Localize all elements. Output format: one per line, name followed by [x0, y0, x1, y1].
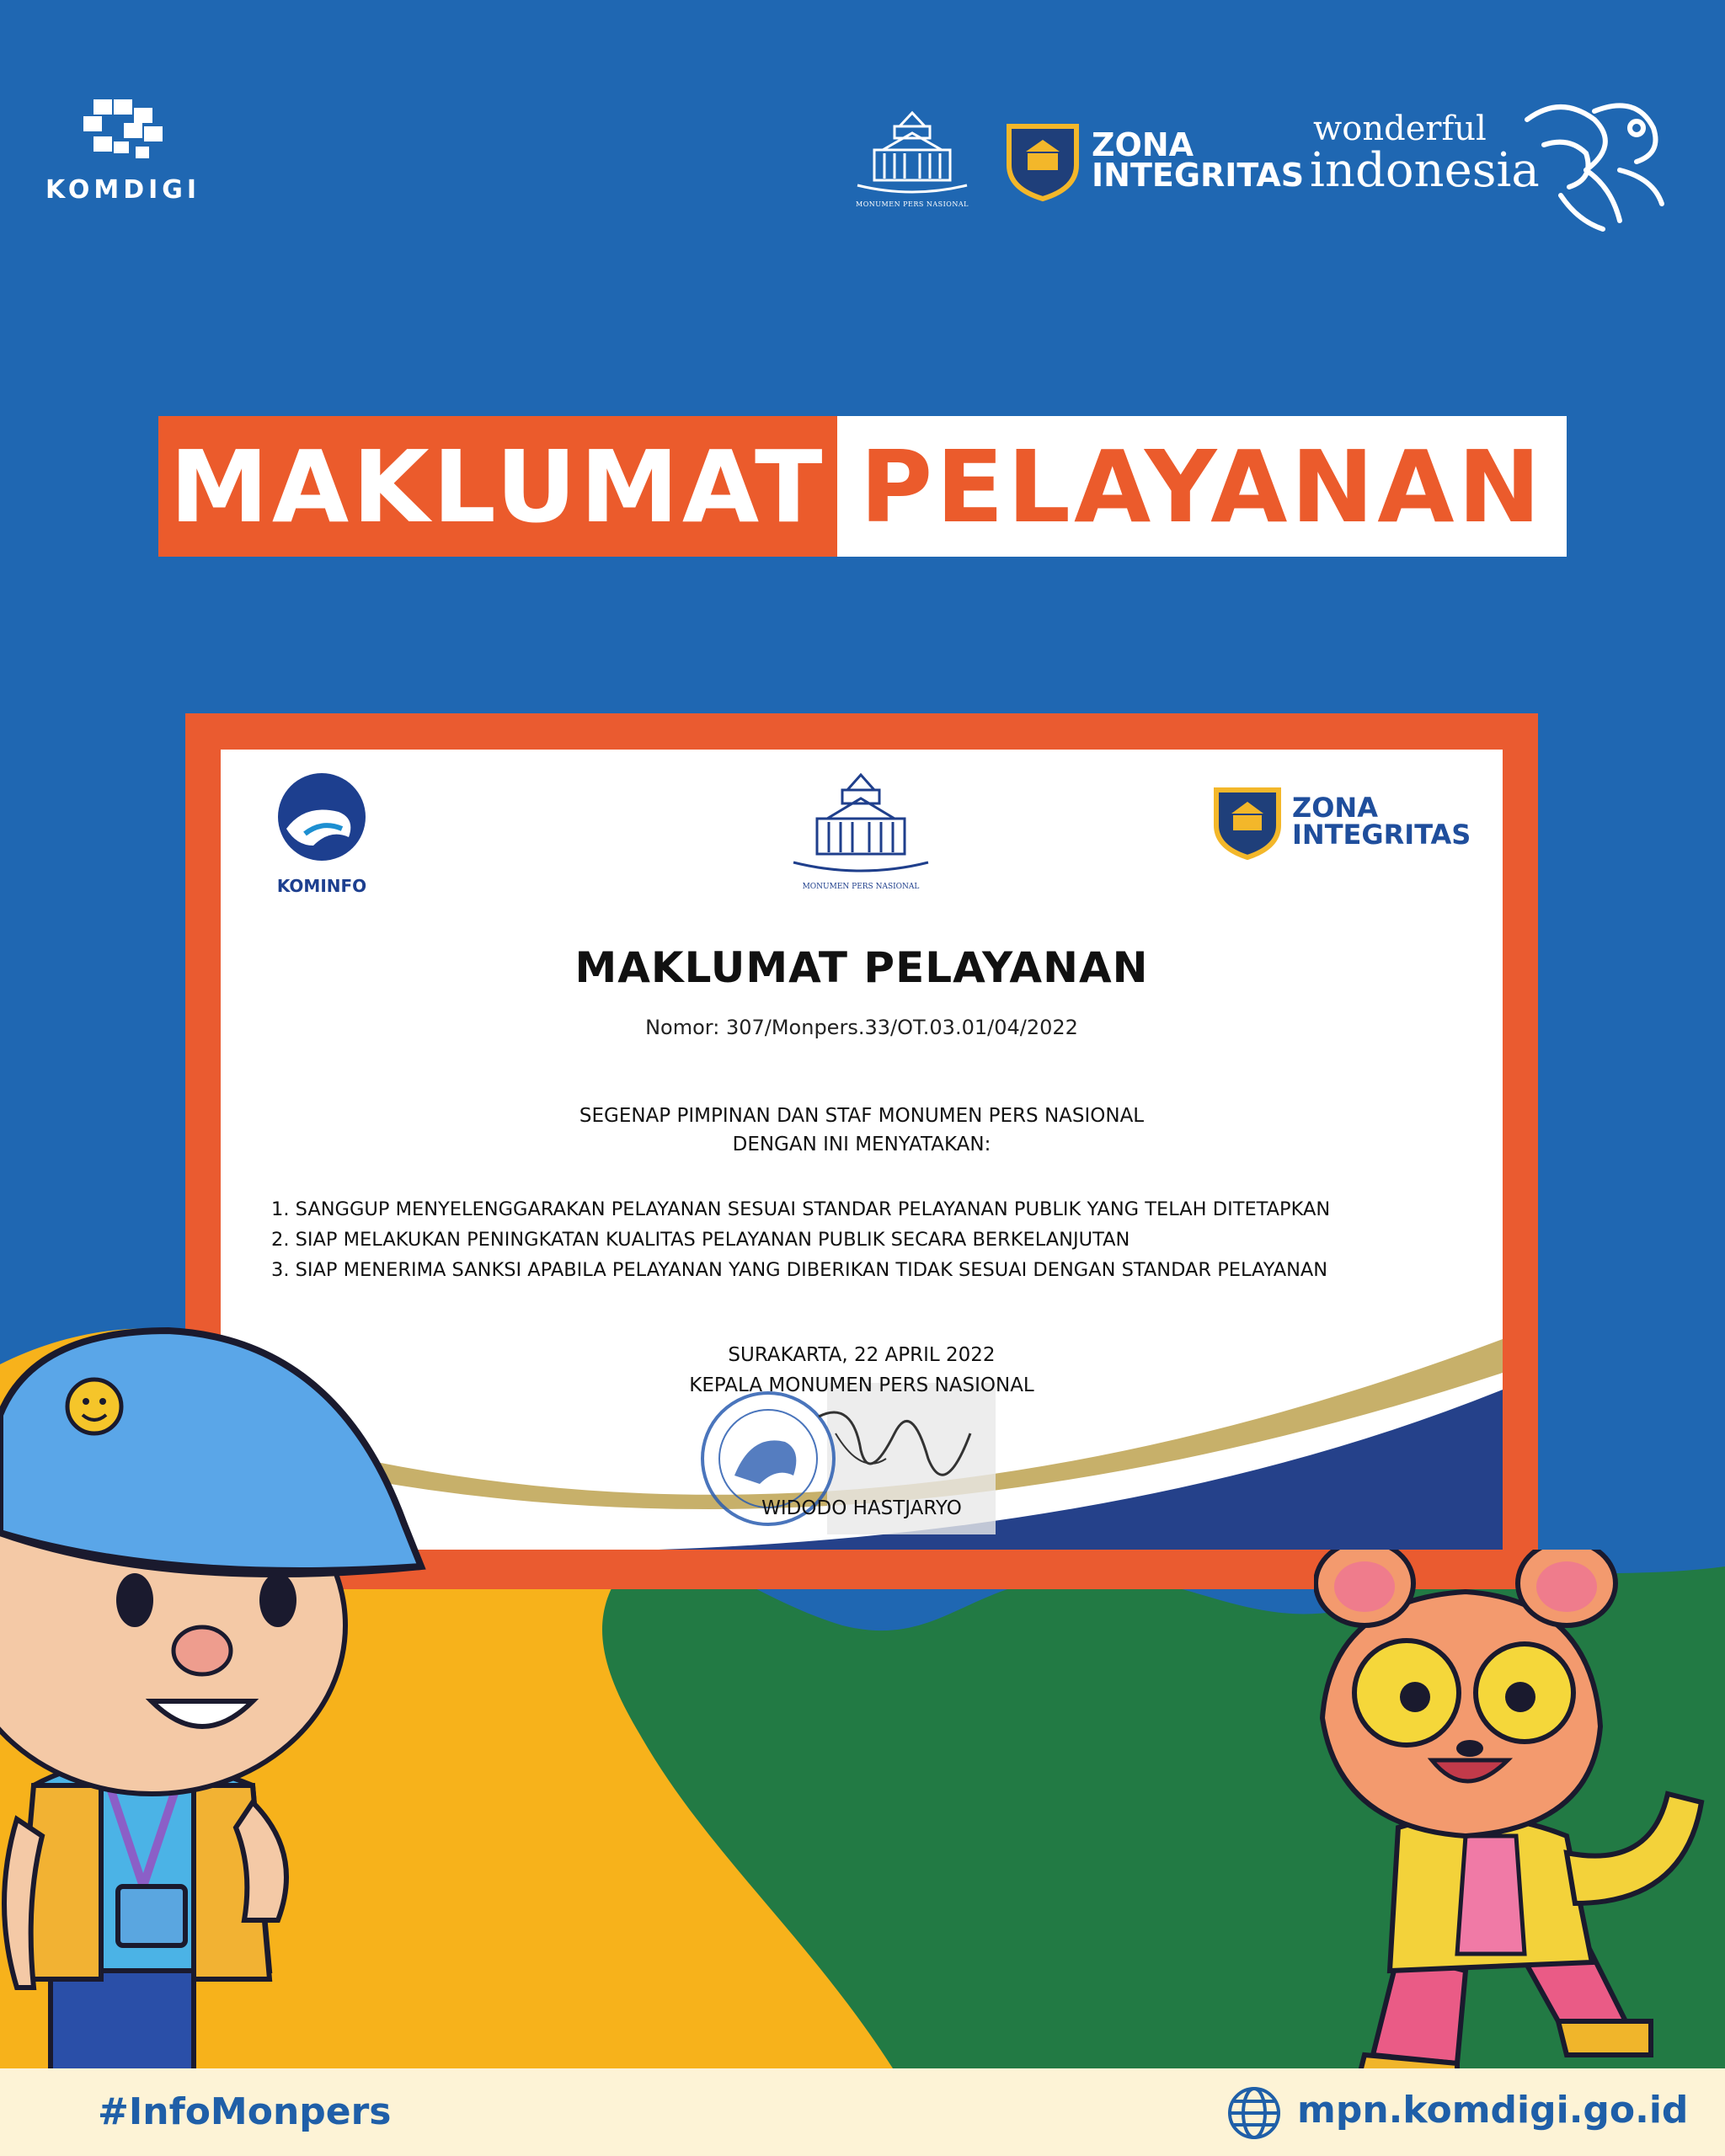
monumen-pers-caption: MONUMEN PERS NASIONAL	[856, 200, 969, 208]
wonderful-indonesia-logo	[1310, 94, 1680, 237]
statement-item: 1. SANGGUP MENYELENGGARAKAN PELAYANAN SESUAI STANDAR PELAYANAN PUBLIK YANG TELAH DITETAPKAN	[271, 1198, 1331, 1220]
kominfo-caption: KOMINFO	[276, 876, 367, 896]
monumen-pers-logo	[841, 108, 984, 213]
zona-integritas-cert-logo	[1211, 783, 1481, 867]
shield-icon	[1002, 118, 1083, 202]
statement-item: 3. SIAP MENERIMA SANKSI APABILA PELAYANAN YANG DIBERIKAN TIDAK SESUAI DENGAN STANDAR PELAYANAN	[271, 1259, 1328, 1281]
signer-name: WIDODO HASTJARYO	[761, 1497, 962, 1519]
website-link[interactable]: mpn.komdigi.go.id	[1297, 2089, 1689, 2132]
komdigi-logo	[39, 99, 207, 217]
komdigi-mark-icon	[77, 99, 169, 163]
komdigi-logo-text: KOMDIGI	[45, 175, 201, 205]
title-left-text: MAKLUMAT	[169, 428, 826, 545]
monumen-pers-cert-caption: MONUMEN PERS NASIONAL	[802, 883, 920, 891]
boy-mascot-illustration	[0, 1314, 438, 2072]
title-right-panel	[837, 416, 1567, 557]
shield-icon	[1211, 783, 1284, 861]
zona-integritas-logo	[1002, 118, 1305, 202]
title-left-panel	[158, 416, 837, 557]
certificate-number: Nomor: 307/Monpers.33/OT.03.01/04/2022	[645, 1016, 1078, 1039]
mouse-mascot-illustration	[1314, 1550, 1725, 2089]
monument-icon	[777, 768, 945, 881]
statement-list	[271, 1194, 1467, 1285]
zona-cert-line1: ZONA	[1292, 792, 1378, 824]
indonesia-text: indonesia	[1310, 143, 1540, 198]
signer-position: KEPALA MONUMEN PERS NASIONAL	[689, 1374, 1034, 1396]
title-right-text: PELAYANAN	[859, 428, 1545, 545]
kominfo-globe-icon	[271, 770, 372, 871]
zona-cert-line2: INTEGRITAS	[1292, 819, 1471, 851]
garuda-ornament-icon	[1493, 94, 1679, 237]
monument-icon	[841, 108, 984, 199]
hashtag-text: #InfoMonpers	[98, 2090, 392, 2133]
title-banner	[158, 416, 1567, 557]
footer-bar	[0, 2068, 1725, 2156]
certificate-title: MAKLUMAT PELAYANAN	[574, 943, 1149, 992]
zona-line1: ZONA	[1092, 126, 1194, 163]
wonderful-text: wonderful	[1313, 109, 1487, 148]
statement-item: 2. SIAP MELAKUKAN PENINGKATAN KUALITAS PELAYANAN PUBLIK SECARA BERKELANJUTAN	[271, 1229, 1130, 1251]
certificate-intro-line2: DENGAN INI MENYATAKAN:	[732, 1134, 991, 1155]
certificate-intro-line1: SEGENAP PIMPINAN DAN STAF MONUMEN PERS NASIONAL	[579, 1105, 1145, 1127]
globe-icon	[1226, 2085, 1282, 2141]
monumen-pers-cert-logo	[777, 768, 945, 894]
zona-line2: INTEGRITAS	[1092, 157, 1305, 194]
place-date: SURAKARTA, 22 APRIL 2022	[728, 1344, 996, 1366]
kominfo-logo	[271, 770, 372, 896]
